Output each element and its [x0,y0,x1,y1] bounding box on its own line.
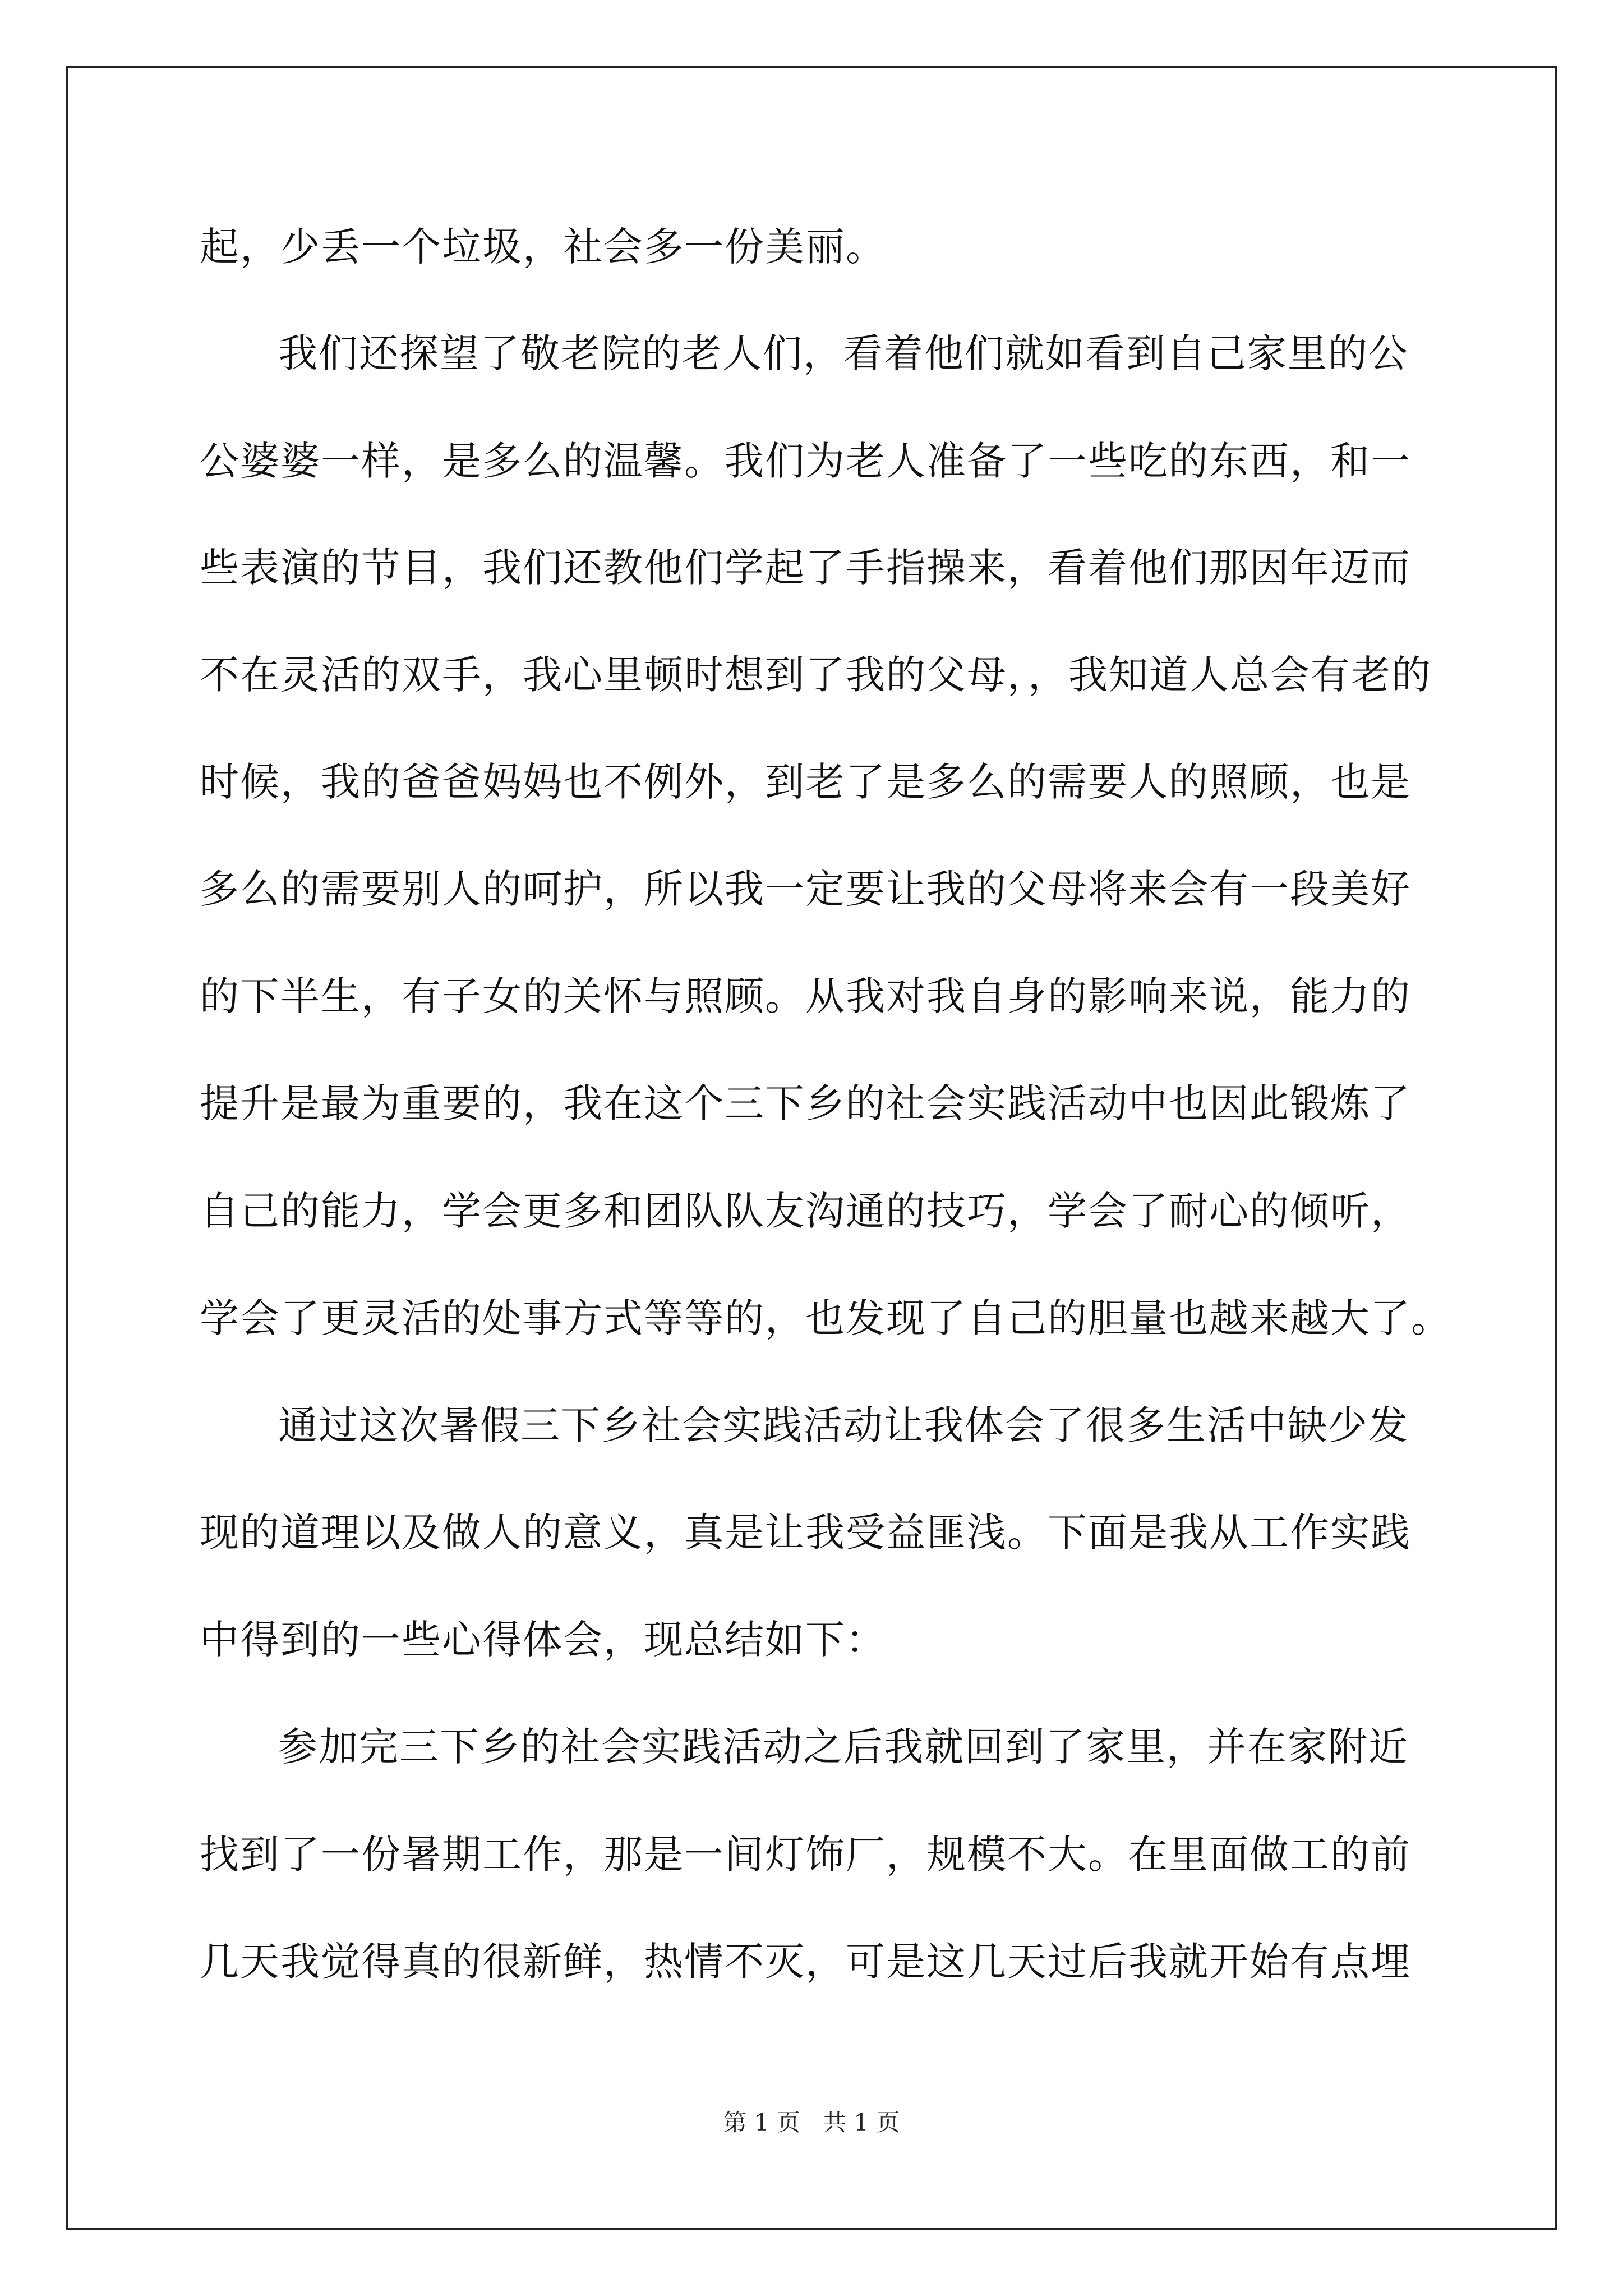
paragraph-line: 不在灵活的双手，我心里顿时想到了我的父母，，我知道人总会有老的 [200,652,1432,698]
paragraph-line: 公婆婆一样，是多么的温馨。我们为老人准备了一些吃的东西，和一 [200,438,1411,484]
paragraph-line: 几天我觉得真的很新鲜，热情不灭，可是这几天过后我就开始有点埋 [200,1939,1411,1985]
paragraph-line: 我们还探望了敬老院的老人们，看着他们就如看到自己家里的公 [278,330,1409,376]
paragraph-line: 些表演的节目，我们还教他们学起了手指操来，看着他们那因年迈而 [200,545,1411,591]
paragraph-line: 多么的需要别人的呵护，所以我一定要让我的父母将来会有一段美好 [200,866,1411,912]
paragraph-line: 自己的能力，学会更多和团队队友沟通的技巧，学会了耐心的倾听， [200,1188,1411,1234]
paragraph-line: 通过这次暑假三下乡社会实践活动让我体会了很多生活中缺少发 [278,1402,1409,1448]
paragraph-line: 现的道理以及做人的意义，真是让我受益匪浅。下面是我从工作实践 [200,1510,1411,1556]
page-border [66,66,1557,2230]
paragraph-line: 时候，我的爸爸妈妈也不例外，到老了是多么的需要人的照顾，也是 [200,759,1411,805]
paragraph-line: 提升是最为重要的，我在这个三下乡的社会实践活动中也因此锻炼了 [200,1080,1411,1126]
paragraph-line: 的下半生，有子女的关怀与照顾。从我对我自身的影响来说，能力的 [200,973,1411,1019]
paragraph-line: 参加完三下乡的社会实践活动之后我就回到了家里，并在家附近 [278,1724,1409,1770]
page-number-footer: 第 1 页 共 1 页 [723,2109,900,2136]
paragraph-line: 学会了更灵活的处事方式等等的，也发现了自己的胆量也越来越大了。 [200,1295,1451,1341]
paragraph-line: 起，少丢一个垃圾，社会多一份美丽。 [200,224,886,270]
paragraph-line: 中得到的一些心得体会，现总结如下： [200,1617,886,1663]
paragraph-line: 找到了一份暑期工作，那是一间灯饰厂，规模不大。在里面做工的前 [200,1832,1411,1878]
